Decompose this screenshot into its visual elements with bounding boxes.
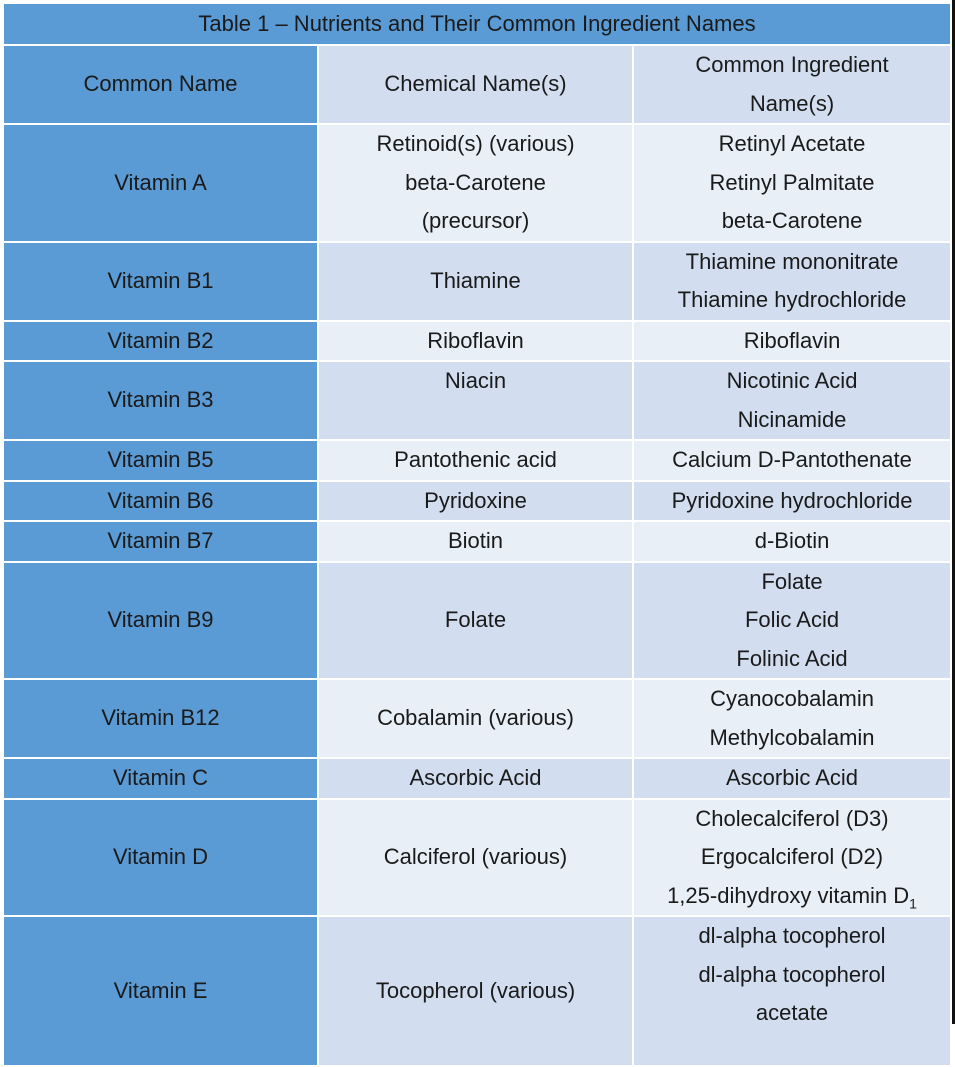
table-title: Table 1 – Nutrients and Their Common Ingredient Names [3, 3, 951, 45]
table-row [3, 440, 951, 481]
ingredient-cell: Ascorbic Acid [633, 758, 951, 799]
ingredient-cell: Calcium D-Pantothenate [633, 440, 951, 481]
chemical-cell: Calciferol (various) [318, 799, 633, 917]
ingredient-line: Thiamine hydrochloride [677, 287, 907, 312]
common-name-cell: Vitamin B7 [3, 521, 318, 562]
common-name-cell: Vitamin B1 [3, 242, 318, 321]
ingredient-cell [633, 916, 951, 1066]
ingredient-cell: Riboflavin [633, 321, 951, 362]
ingredient-cell [633, 562, 951, 680]
ingredient-line: Retinyl Acetate [718, 131, 866, 156]
table-row [3, 562, 951, 680]
chemical-cell: Pyridoxine [318, 481, 633, 522]
table-row [3, 361, 951, 440]
column-header-ingredient-names [633, 45, 951, 124]
ingredient-line: beta-Carotene [721, 208, 863, 233]
ingredient-line: acetate [755, 1000, 829, 1025]
ingredient-cell: d-Biotin [633, 521, 951, 562]
ingredient-line: dl-alpha tocopherol [698, 961, 886, 987]
header-line: Common Ingredient [695, 52, 889, 77]
common-name-cell: Vitamin A [3, 124, 318, 242]
table-row [3, 521, 951, 562]
ingredient-line: Cholecalciferol (D3) [695, 805, 889, 831]
common-name-cell: Vitamin B2 [3, 321, 318, 362]
chemical-line: (precursor) [421, 208, 530, 233]
common-name-cell: Vitamin B6 [3, 481, 318, 522]
ingredient-line: Folic Acid [744, 607, 840, 632]
chemical-cell: Folate [318, 562, 633, 680]
table-row [3, 481, 951, 522]
column-header-common-name: Common Name [3, 45, 318, 124]
chemical-cell [318, 124, 633, 242]
ingredient-line: Folinic Acid [736, 645, 848, 671]
title-row [3, 3, 951, 45]
ingredient-line: Methylcobalamin [709, 724, 875, 750]
ingredient-cell [633, 361, 951, 440]
ingredient-cell: Pyridoxine hydrochloride [633, 481, 951, 522]
ingredient-line: dl-alpha tocopherol [698, 923, 886, 948]
chemical-cell: Tocopherol (various) [318, 916, 633, 1066]
ingredient-line [638, 877, 946, 916]
ingredient-line: Cyanocobalamin [710, 686, 874, 711]
ingredient-text: 1,25-dihydroxy vitamin D [667, 882, 910, 908]
chemical-cell: Cobalamin (various) [318, 679, 633, 758]
ingredient-cell [633, 679, 951, 758]
chemical-cell: Pantothenic acid [318, 440, 633, 481]
table-row [3, 799, 951, 917]
chemical-cell: Biotin [318, 521, 633, 562]
table-row [3, 758, 951, 799]
chemical-cell: Niacin [318, 361, 633, 440]
table-row [3, 242, 951, 321]
ingredient-line: Retinyl Palmitate [709, 169, 875, 195]
table-row [3, 321, 951, 362]
common-name-cell: Vitamin C [3, 758, 318, 799]
table-row [3, 124, 951, 242]
header-row [3, 45, 951, 124]
subscript: 1 [909, 894, 917, 911]
common-name-cell: Vitamin B9 [3, 562, 318, 680]
chemical-cell: Riboflavin [318, 321, 633, 362]
common-name-cell: Vitamin B12 [3, 679, 318, 758]
ingredient-line: Thiamine mononitrate [685, 248, 899, 274]
common-name-cell: Vitamin B5 [3, 440, 318, 481]
ingredient-line: Nicinamide [737, 406, 847, 432]
column-header-chemical-names: Chemical Name(s) [318, 45, 633, 124]
chemical-cell: Thiamine [318, 242, 633, 321]
table-row [3, 679, 951, 758]
header-line: Name(s) [749, 90, 835, 116]
ingredient-line: Ergocalciferol (D2) [700, 844, 884, 869]
ingredient-cell [633, 799, 951, 917]
chemical-cell: Ascorbic Acid [318, 758, 633, 799]
common-name-cell: Vitamin D [3, 799, 318, 917]
ingredient-cell [633, 124, 951, 242]
chemical-line: Retinoid(s) (various) [376, 131, 575, 156]
ingredient-line: Nicotinic Acid [726, 368, 858, 393]
chemical-line: beta-Carotene [405, 169, 546, 195]
common-name-cell: Vitamin B3 [3, 361, 318, 440]
ingredient-line: Folate [761, 568, 823, 594]
common-name-cell: Vitamin E [3, 916, 318, 1066]
ingredient-cell [633, 242, 951, 321]
nutrients-table [2, 2, 952, 1067]
table-row [3, 916, 951, 1066]
